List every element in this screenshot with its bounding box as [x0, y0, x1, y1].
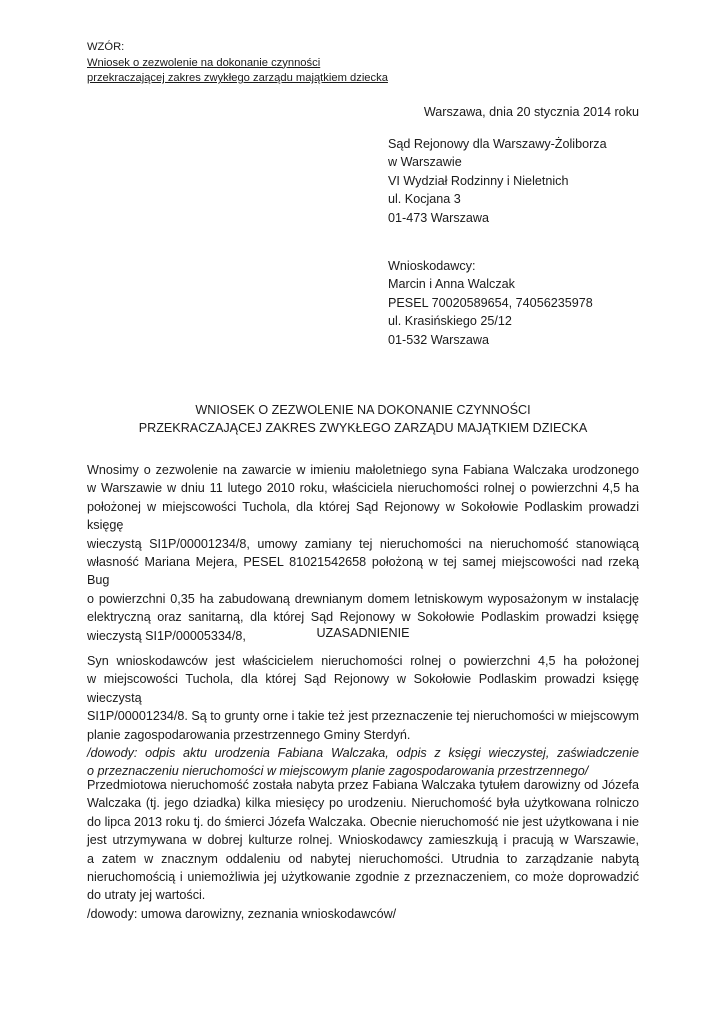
paragraph-line: własność Mariana Mejera, PESEL 81021542658 położoną w tej samej miejscowości nad rzeką Bug — [87, 555, 639, 588]
court-line: ul. Kocjana 3 — [388, 192, 461, 207]
paragraph-line: w miejscowości Tuchola, dla której Sąd Rejonowy w Sokołowie Podlaskim prowadzi księgę wieczystą — [87, 672, 639, 705]
court-address — [388, 135, 640, 227]
paragraph-line: wieczystą SI1P/00005334/8, — [87, 628, 246, 643]
template-subject-line-1: Wniosek o zezwolenie na dokonanie czynności — [87, 56, 321, 69]
applicants-block — [388, 257, 640, 349]
template-note — [87, 40, 639, 87]
template-subject-line-2: przekraczającej zakres zwykłego zarządu majątkiem dziecka — [87, 72, 388, 84]
applicants-line: Marcin i Anna Walczak — [388, 277, 515, 292]
paragraph-line: nieruchomością i uniemożliwia jej użytkowanie zgodnie z przeznaczeniem, co może doprowadzić — [87, 870, 639, 885]
paragraph-line: do utraty jej wartości. — [87, 888, 206, 903]
paragraph-line: a zatem w znacznym oddaleniu od nabytej nieruchomości. Utrudnia to zarządzanie nabytą — [87, 851, 639, 866]
template-label: WZÓR: — [87, 41, 125, 53]
applicants-line: 01-532 Warszawa — [388, 332, 490, 347]
paragraph-line: jest utrzymywana w dobrej kulturze rolnej. Wnioskodawcy zamieszkują i pracują w Warszawie, — [87, 833, 639, 848]
applicants-line: ul. Krasińskiego 25/12 — [388, 314, 512, 329]
paragraph-line: planie zagospodarowania przestrzennego Gminy Sterdyń. — [87, 727, 411, 742]
title-line-1: WNIOSEK O ZEZWOLENIE NA DOKONANIE CZYNNOŚCI — [195, 403, 531, 417]
applicants-line: PESEL 70020589654, 74056235978 — [388, 295, 593, 310]
paragraph-line: SI1P/00001234/8. Są to grunty orne i takie też jest przeznaczenie tej nieruchomości w miejscowym — [87, 709, 639, 724]
court-line: VI Wydział Rodzinny i Nieletnich — [388, 173, 569, 188]
paragraph-line: Przedmiotowa nieruchomość została nabyta przez Fabiana Walczaka tytułem darowizny od Józefa — [87, 778, 639, 792]
justification-paragraph-2 — [87, 776, 639, 923]
letter — [87, 40, 639, 921]
paragraph-line: Wnosimy o zezwolenie na zawarcie w imieniu małoletniego syna Fabiana Walczaka urodzonego — [87, 463, 639, 477]
paragraph-line: w Warszawie w dniu 11 lutego 2010 roku, właściciela nieruchomości rolnej o powierzchni 4,5 ha — [87, 481, 639, 496]
paragraph-line: Syn wnioskodawców jest właścicielem nieruchomości rolnej o powierzchni 4,5 ha położonej — [87, 654, 639, 668]
justification-paragraph-1 — [87, 652, 639, 781]
justification-heading: UZASADNIENIE — [316, 626, 410, 640]
paragraph-line: o powierzchni 0,35 ha zabudowaną drewnianym domem letniskowym wyposażonym w instalację — [87, 591, 639, 606]
evidence-line: /dowody: odpis aktu urodzenia Fabiana Walczaka, odpis z księgi wieczystej, zaświadczenie — [87, 746, 639, 761]
paragraph-line: wieczystą SI1P/00001234/8, umowy zamiany tej nieruchomości na nieruchomość stanowiącą — [87, 536, 639, 551]
title-line-2: PRZEKRACZAJĄCEJ ZAKRES ZWYKŁEGO ZARZĄDU MAJĄTKIEM DZIECKA — [138, 421, 588, 436]
paragraph-line: elektryczną oraz sanitarną, dla której Sąd Rejonowy w Sokołowie Podlaskim prowadzi księgę — [87, 610, 639, 625]
applicants-line: Wnioskodawcy: — [388, 259, 476, 273]
request-paragraph — [87, 461, 639, 645]
court-line: w Warszawie — [388, 155, 462, 170]
court-line: 01-473 Warszawa — [388, 210, 490, 225]
evidence-line: o przeznaczeniu nieruchomości w miejscowym planie zagospodarowania przestrzennego/ — [87, 764, 589, 779]
document-title — [87, 401, 639, 438]
paragraph-line: Walczaka (tj. jego dziadka) kilka miesięcy po urodzeniu. Nieruchomość była użytkowana rolniczo — [87, 796, 639, 811]
place-and-date: Warszawa, dnia 20 stycznia 2014 roku — [423, 105, 639, 119]
paragraph-line: położonej w miejscowości Tuchola, dla której Sąd Rejonowy w Sokołowie Podlaskim prowadzi księgę — [87, 499, 639, 533]
evidence-line: /dowody: umowa darowizny, zeznania wnioskodawców/ — [87, 906, 397, 921]
court-line: Sąd Rejonowy dla Warszawy-Żoliborza — [388, 137, 607, 151]
paragraph-line: do lipca 2013 roku tj. do śmierci Józefa Walczaka. Obecnie nieruchomość nie jest użytkowana i nie — [87, 814, 639, 829]
